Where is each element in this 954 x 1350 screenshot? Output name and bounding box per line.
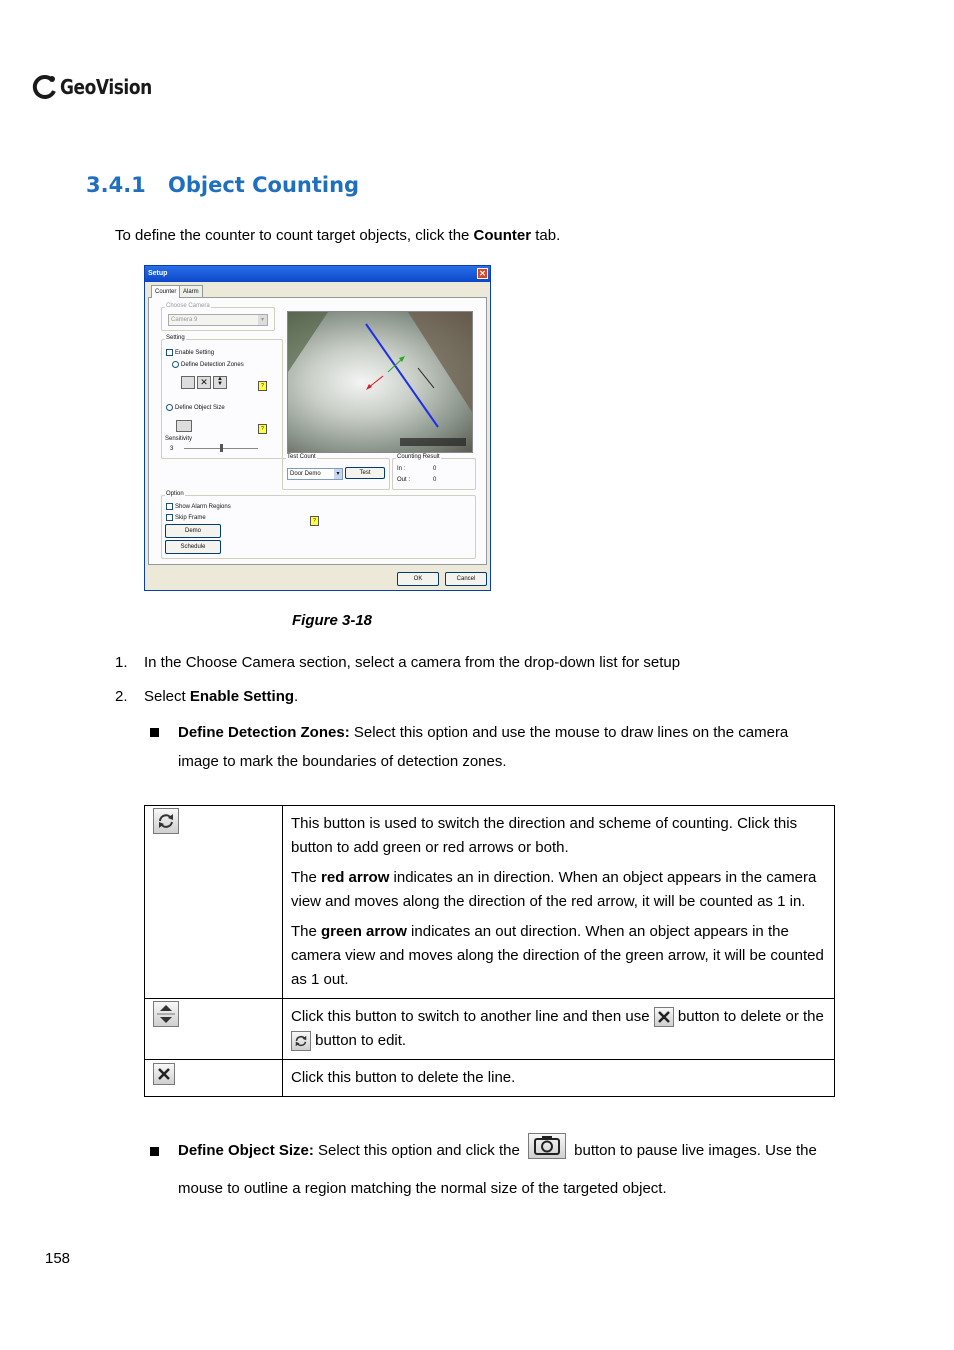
camera-snapshot-icon	[528, 1133, 566, 1159]
switch-direction-icon	[291, 1031, 311, 1051]
choose-camera-group: Choose Camera Camera 9 ▾	[161, 307, 275, 331]
camera-snapshot-icon[interactable]	[176, 420, 192, 432]
in-value: 0	[433, 466, 437, 472]
counting-result-group: Counting Result In : 0 Out : 0	[392, 458, 476, 490]
help-icon[interactable]: ?	[310, 516, 319, 526]
table-row	[145, 806, 835, 999]
setting-group: Setting Enable Setting Define Detection Zones ✕ ▲ ▼ ? Define Object Size ? Sensitivity 3	[161, 339, 283, 459]
show-alarm-regions-checkbox[interactable]: Show Alarm Regions	[166, 503, 231, 510]
switch-direction-icon[interactable]	[181, 376, 195, 389]
logo-swirl-icon	[32, 74, 58, 100]
help-icon[interactable]: ?	[258, 381, 267, 391]
delete-line-icon	[654, 1007, 674, 1027]
button-description-table	[144, 805, 835, 1097]
bullet-define-detection-zones: Define Detection Zones: Select this option and use the mouse to draw lines on the camera image to mark the boundaries of detection zones.	[150, 718, 840, 776]
schedule-button[interactable]: Schedule	[165, 540, 221, 554]
section-number: 3.4.1	[86, 173, 146, 197]
option-group: Option Show Alarm Regions Skip Frame ? Demo Schedule	[161, 495, 476, 559]
page-number: 158	[45, 1250, 71, 1267]
counter-panel	[148, 297, 487, 565]
intro-paragraph: To define the counter to count target objects, click the Counter tab.	[115, 227, 561, 244]
test-count-select[interactable]: Door Demo ▾	[287, 468, 343, 480]
switch-line-icon[interactable]: ▲ ▼	[213, 376, 227, 389]
bullet-define-object-size: Define Object Size: Select this option and click the button to pause live images. Use the mouse to outline a region matching the normal size of the targeted object.	[150, 1132, 840, 1208]
dialog-title-bar: Setup ✕	[145, 266, 490, 282]
cancel-button[interactable]: Cancel	[445, 572, 487, 586]
switch-direction-icon	[153, 808, 179, 834]
test-count-group: Test Count Door Demo ▾ Test	[282, 458, 390, 490]
table-row: Click this button to switch to another line and then use button to delete or the button to edit.	[145, 999, 835, 1060]
out-label: Out :	[397, 477, 411, 483]
in-label: In :	[397, 466, 406, 472]
bullet-square-icon	[150, 1147, 159, 1156]
chevron-down-icon: ▾	[258, 315, 267, 325]
enable-setting-checkbox[interactable]: Enable Setting	[166, 349, 214, 356]
figure-caption: Figure 3-18	[292, 612, 373, 629]
tab-counter[interactable]: Counter	[151, 285, 180, 298]
camera-select[interactable]: Camera 9 ▾	[168, 314, 268, 326]
delete-line-icon[interactable]: ✕	[197, 376, 211, 389]
row1-paragraph: The red arrow indicates an in direction. When an object appears in the camera view and moves along the direction of the red arrow, it will be counted as 1 in.	[291, 869, 817, 910]
row3-text: Click this button to delete the line.	[283, 1060, 835, 1097]
list-item: 1. In the Choose Camera section, select a camera from the drop-down list for setup	[115, 654, 681, 671]
list-item: 2. Select Enable Setting.	[115, 688, 299, 705]
camera-view[interactable]	[287, 311, 473, 453]
section-title: Object Counting	[168, 173, 360, 197]
bullet-square-icon	[150, 728, 159, 737]
ok-button[interactable]: OK	[397, 572, 439, 586]
out-value: 0	[433, 477, 437, 483]
demo-button[interactable]: Demo	[165, 524, 221, 538]
tab-alarm[interactable]: Alarm	[179, 285, 203, 298]
sensitivity-label: Sensitivity	[165, 436, 193, 442]
test-button[interactable]: Test	[345, 467, 385, 479]
section-heading	[86, 173, 359, 197]
slider-handle[interactable]	[220, 444, 223, 452]
define-detection-zones-radio[interactable]: Define Detection Zones	[172, 361, 244, 368]
define-object-size-radio[interactable]: Define Object Size	[166, 404, 225, 411]
geovision-logo	[32, 74, 168, 100]
switch-line-icon	[153, 1001, 179, 1027]
skip-frame-checkbox[interactable]: Skip Frame	[166, 514, 206, 521]
logo-text: GeoVision	[60, 75, 152, 99]
table-row	[145, 1060, 835, 1097]
delete-line-icon	[153, 1063, 175, 1085]
sensitivity-value: 3	[170, 446, 174, 452]
setup-dialog	[144, 265, 491, 591]
row1-paragraph: This button is used to switch the direction and scheme of counting. Click this button to add green or red arrows or both.	[291, 815, 798, 856]
help-icon[interactable]: ?	[258, 424, 267, 434]
row1-paragraph: The green arrow indicates an out direction. When an object appears in the camera view and moves along the direction of the green arrow, it will be counted as 1 out.	[291, 923, 824, 988]
chevron-down-icon: ▾	[334, 469, 342, 479]
close-icon[interactable]: ✕	[477, 268, 488, 279]
